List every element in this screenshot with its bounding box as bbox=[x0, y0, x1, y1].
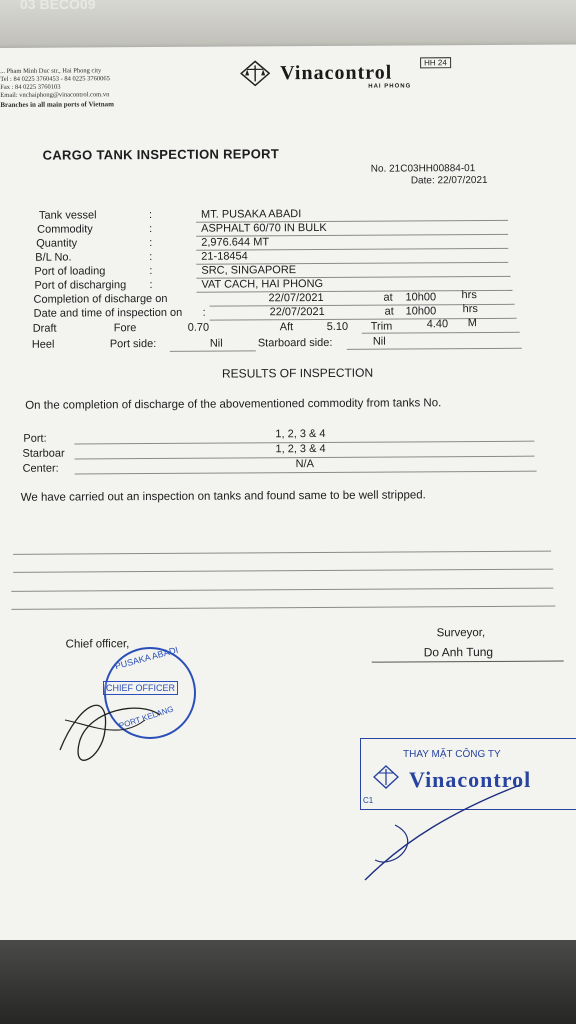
draft-trim-unit: M bbox=[467, 317, 477, 330]
company-stamp-corner: C1 bbox=[363, 796, 374, 805]
colon: : bbox=[149, 237, 153, 250]
inspection-time: 10h00 bbox=[405, 305, 437, 318]
chief-officer-label: Chief officer, bbox=[65, 638, 130, 651]
underline bbox=[347, 348, 522, 350]
heel-port-label: Port side: bbox=[109, 337, 157, 351]
address-line-5: Branches in all main ports of Vietnam bbox=[0, 100, 114, 109]
draft-fore-label: Fore bbox=[113, 322, 137, 335]
inspection-at: at bbox=[384, 305, 394, 318]
signature-line bbox=[372, 661, 564, 663]
field-label-port-of-discharging: Port of discharging bbox=[34, 279, 127, 292]
scales-logo-icon bbox=[240, 60, 270, 86]
tank-value-port: 1, 2, 3 & 4 bbox=[275, 427, 326, 441]
field-value-bl-no: 21-18454 bbox=[201, 250, 248, 263]
draft-trim-value: 4.40 bbox=[426, 318, 449, 331]
colon: : bbox=[149, 279, 153, 292]
field-value-tank-vessel: MT. PUSAKA ABADI bbox=[200, 208, 302, 221]
completion-unit: hrs bbox=[461, 289, 477, 302]
heel-starboard-value: Nil bbox=[372, 335, 386, 348]
stamp-top-text: PUSAKA ABADI bbox=[113, 644, 180, 672]
colon: : bbox=[149, 223, 153, 236]
stamp-mid-text: CHIEF OFFICER bbox=[103, 681, 178, 695]
field-label-quantity: Quantity bbox=[36, 237, 78, 250]
heel-port-value: Nil bbox=[209, 337, 223, 350]
field-label-tank-vessel: Tank vessel bbox=[38, 209, 97, 222]
tank-value-center: N/A bbox=[295, 458, 314, 471]
underline bbox=[75, 471, 537, 475]
background-bottom bbox=[0, 940, 576, 1024]
underline bbox=[362, 332, 520, 334]
surveyor-name: Do Anh Tung bbox=[423, 644, 494, 660]
address-line-3: Fax : 84 0225 3760103 bbox=[0, 83, 61, 91]
blank-line bbox=[11, 588, 553, 592]
address-line-4: Email: vnchaiphong@vinacontrol.com.vn bbox=[0, 91, 110, 99]
draft-fore-value: 0.70 bbox=[187, 321, 210, 334]
completion-date: 22/07/2021 bbox=[268, 291, 324, 305]
tank-label-port: Port: bbox=[23, 432, 47, 445]
brand-subtitle: HAI PHONG bbox=[368, 83, 412, 90]
blank-line bbox=[11, 606, 555, 610]
company-stamp-brand: Vinacontrol bbox=[409, 767, 532, 792]
completion-at: at bbox=[383, 291, 393, 304]
report-number: No. 21C03HH00884-01 bbox=[370, 163, 476, 175]
underline bbox=[170, 350, 256, 352]
form-code: HH 24 bbox=[420, 57, 451, 68]
heel-starboard-label: Starboard side: bbox=[257, 336, 333, 350]
blank-line bbox=[13, 551, 551, 555]
colon: : bbox=[149, 265, 153, 278]
draft-aft-label: Aft bbox=[279, 321, 294, 334]
heel-label: Heel bbox=[31, 338, 55, 351]
field-value-port-of-loading: SRC, SINGAPORE bbox=[201, 264, 297, 277]
inspection-label: Date and time of inspection on bbox=[33, 306, 183, 320]
tank-value-starboard: 1, 2, 3 & 4 bbox=[275, 442, 326, 456]
field-value-quantity: 2,976.644 MT bbox=[201, 236, 270, 249]
field-label-bl-no: B/L No. bbox=[35, 251, 72, 264]
colon: : bbox=[148, 209, 153, 222]
colon: : bbox=[149, 251, 153, 264]
background-text: 03 BECO09 bbox=[20, 0, 96, 12]
address-line-2: Tel : 84 0225 3760453 - 84 0225 3760065 bbox=[0, 75, 110, 83]
draft-label: Draft bbox=[32, 322, 57, 335]
tank-label-starboard: Starboar bbox=[22, 447, 65, 460]
chief-signature-icon bbox=[50, 680, 180, 780]
brand-name: Vinacontrol bbox=[280, 61, 393, 85]
field-value-commodity: ASPHALT 60/70 IN BULK bbox=[201, 221, 327, 235]
completion-time: 10h00 bbox=[405, 291, 437, 304]
tank-label-center: Center: bbox=[22, 462, 59, 475]
finding-text: We have carried out an inspection on tanks and found same to be well stripped. bbox=[20, 489, 426, 504]
surveyor-title: Surveyor, bbox=[436, 626, 486, 640]
field-label-commodity: Commodity bbox=[37, 223, 93, 236]
inspection-date: 22/07/2021 bbox=[269, 305, 325, 319]
stamp-bottom-text: PORT KELANG bbox=[117, 704, 175, 731]
field-label-port-of-loading: Port of loading bbox=[34, 265, 106, 278]
blank-line bbox=[13, 569, 553, 573]
field-value-port-of-discharging: VAT CACH, HAI PHONG bbox=[201, 277, 324, 291]
inspection-unit: hrs bbox=[462, 303, 478, 316]
address-line-1: ... Pham Minh Duc str., Hai Phong city bbox=[0, 67, 102, 75]
draft-aft-value: 5.10 bbox=[326, 320, 349, 333]
surveyor-signature-icon bbox=[355, 780, 535, 890]
completion-label: Completion of discharge on bbox=[33, 292, 168, 306]
company-stamp-top: THAY MẶT CÔNG TY bbox=[403, 749, 501, 760]
colon: : bbox=[202, 306, 206, 319]
page-title: CARGO TANK INSPECTION REPORT bbox=[42, 146, 280, 163]
draft-trim-label: Trim bbox=[370, 320, 393, 333]
completion-sentence: On the completion of discharge of the abovementioned commodity from tanks No. bbox=[25, 397, 442, 412]
report-date: Date: 22/07/2021 bbox=[410, 174, 488, 187]
results-heading: RESULTS OF INSPECTION bbox=[221, 365, 374, 381]
